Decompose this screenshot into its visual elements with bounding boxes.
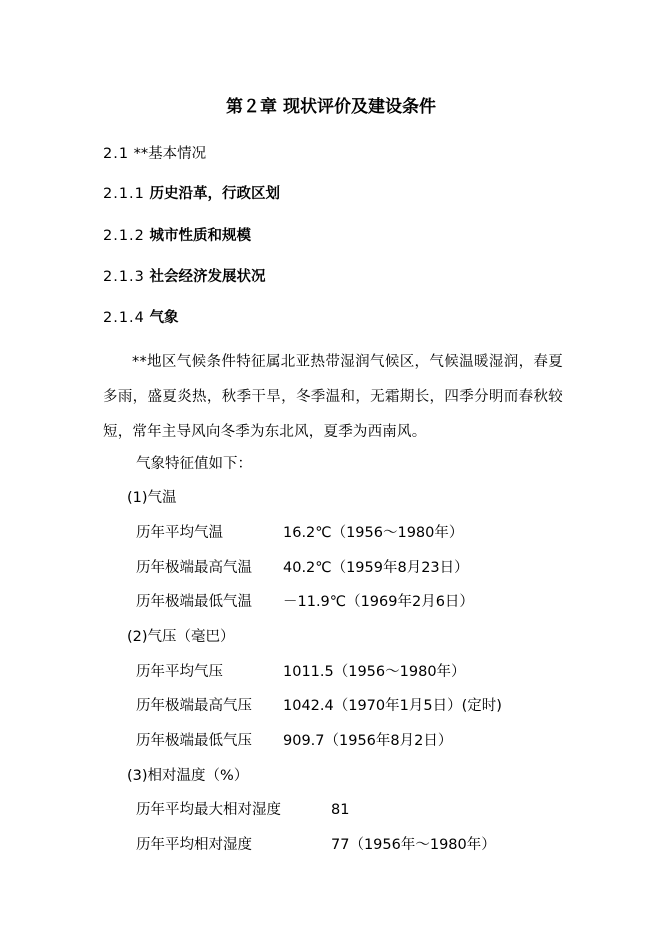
group-heading-pressure: (2)气压（毫巴） <box>127 629 235 645</box>
row-value: 77（1956年～1980年） <box>331 837 496 853</box>
row-label: 历年平均最大相对湿度 <box>136 802 281 818</box>
row-label: 历年平均气压 <box>136 664 223 680</box>
row-value: 1011.5（1956～1980年） <box>283 664 466 680</box>
row-label: 历年平均相对湿度 <box>136 837 252 853</box>
row-label: 历年极端最高气压 <box>136 698 252 714</box>
row-label: 历年极端最高气温 <box>136 560 252 576</box>
row-value: －11.9℃（1969年2月6日） <box>283 594 474 610</box>
section-text: 历史沿革，行政区划 <box>149 186 281 202</box>
climate-paragraph: **地区气候条件特征属北亚热带湿润气候区，气候温暖湿润，春夏多雨，盛夏炎热，秋季干旱，冬季温和，无霜期长，四季分明而春秋较短，常年主导风向冬季为东北风，夏季为西南风。 <box>103 354 563 440</box>
section-number: 2.1.2 <box>103 228 145 244</box>
row-value: 1042.4（1970年1月5日）(定时) <box>283 698 502 714</box>
section-number: 2.1.4 <box>103 310 145 326</box>
section-heading-2-1-2 <box>103 226 251 246</box>
row-label: 历年极端最低气温 <box>136 594 252 610</box>
section-number: 2.1.3 <box>103 269 145 285</box>
section-heading-2-1-1 <box>103 184 280 204</box>
section-number: 2.1 <box>103 146 130 162</box>
row-label: 历年极端最低气压 <box>136 733 252 749</box>
section-text: 社会经济发展状况 <box>149 269 266 285</box>
row-value: 40.2℃（1959年8月23日） <box>283 560 469 576</box>
row-label: 历年平均气温 <box>136 525 223 541</box>
section-number: 2.1.1 <box>103 186 145 202</box>
row-value: 81 <box>331 802 350 818</box>
row-value: 909.7（1956年8月2日） <box>283 733 453 749</box>
group-heading-temperature: (1)气温 <box>127 490 177 506</box>
section-heading-2-1-3 <box>103 267 266 287</box>
section-text: **基本情况 <box>133 146 207 162</box>
intro-line: 气象特征值如下： <box>136 456 252 472</box>
section-heading-2-1 <box>103 144 206 164</box>
section-heading-2-1-4 <box>103 308 179 328</box>
section-text: 城市性质和规模 <box>149 228 252 244</box>
section-text: 气象 <box>149 310 179 326</box>
group-heading-humidity: (3)相对温度（%） <box>127 768 249 784</box>
chapter-title: 第２章 现状评价及建设条件 <box>226 97 436 117</box>
row-value: 16.2℃（1956～1980年） <box>283 525 464 541</box>
